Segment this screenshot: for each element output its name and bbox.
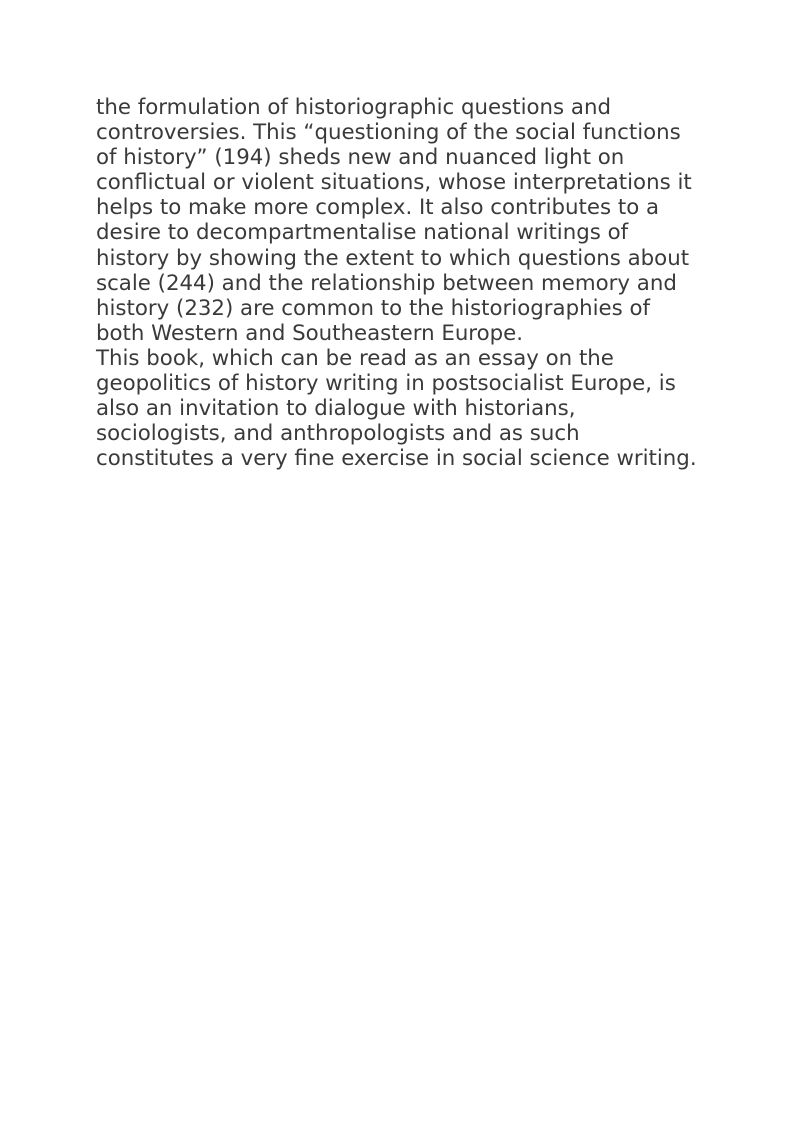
body-paragraph-2: This book, which can be read as an essay on the geopolitics of history writing in postsocialist Europe, is also an invitation to dialogue with historians, sociologists, and anthropologists and as such constitutes a very fine exercise in social science writing. [96,345,697,472]
body-paragraph-1: the formulation of historiographic questions and controversies. This “questioning of the social functions of history” (194) sheds new and nuanced light on conflictual or violent situations, whose interpretations it helps to make more complex. It also contributes to a desire to decompartmentalise national writings of history by showing the extent to which questions about scale (244) and the relationship between memory and history (232) are common to the historiographies of both Western and Southeastern Europe. [96,95,692,346]
document-page [96,95,716,471]
